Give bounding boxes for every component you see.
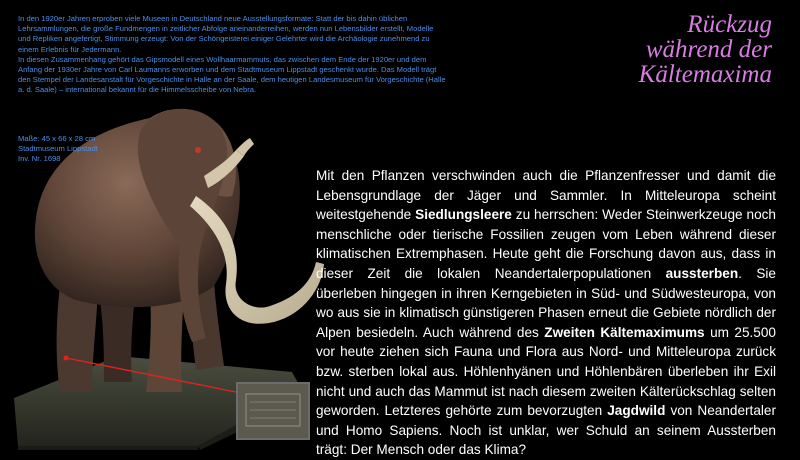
object-inventory: Inv. Nr. 1698 (18, 154, 61, 164)
stamp-closeup-image (236, 382, 310, 440)
object-dimensions: Maße: 45 x 66 x 28 cm (18, 134, 96, 143)
object-metadata (18, 134, 98, 165)
stamp-icon (238, 384, 308, 438)
body-text-1: Mit den Pflanzen verschwinden auch die Pflanzenfresser und damit die Lebensgrundlage der Jäger und Sammler. In Mitteleuropa scheint weitestgehende (316, 168, 776, 223)
keyword-zweiten-kaeltemaximums: Zweiten Kältemaximums (544, 324, 705, 340)
marker-dot (64, 356, 69, 361)
title-line-2: während der (645, 36, 772, 63)
body-text-4: um 25.500 vor heute ziehen sich Fauna und Flora aus Nord- und Mitteleuropa zurück bzw. sterben lokal aus. Höhlenhyänen und Höhlenbären überleben ihr Exil nicht und auch das Mammut ist nach diesem zweiten Kälterückschlag selten geworden. Letzteres gehörte zum bevorzugten (316, 324, 776, 419)
title-line-1: Rückzug (687, 11, 772, 38)
keyword-siedlungsleere: Siedlungsleere (415, 207, 512, 223)
keyword-aussterben: aussterben (665, 265, 739, 281)
info-paragraph-2: In diesen Zusammenhang gehört das Gipsmodell eines Wollhaarmammuts, das zwischen dem Ende der 1920er und dem Anfang der 1930er Jahre von Carl Laumanns erworben und dem Stadtmuseum Lippstadt geschenkt wurde. Das Modell trägt den Stempel der Landesanstalt für Vorgeschichte in Halle an der Saale, dem heutigen Landesmuseum für Vorgeschichte (Halle a. d. Saale) – international bekannt für die Himmelsscheibe von Nebra. (18, 54, 446, 95)
keyword-jagdwild: Jagdwild (607, 403, 666, 419)
object-museum: Stadtmuseum Lippstadt (18, 144, 98, 154)
info-paragraph-1: In den 1920er Jahren erproben viele Museen in Deutschland neue Ausstellungsformate: Statt der bis dahin üblichen Lehrsammlungen, die große Fundmengen in zeitlicher Abfolge aneinanderreihen, werden nun Lebensbilder erstellt, Modelle und Repliken angefertigt, Stimmung erzeugt: Von der Schöngeisterei einiger Gelehrter wird die Archäologie zunehmend zu einem Erlebnis für Jedermann. (18, 14, 434, 54)
body-text-5: von Neandertaler und Homo Sapiens. Noch ist unklar, wer Schuld an seinem Aussterben trägt: Der Mensch oder das Klima? (316, 403, 777, 458)
title-line-3: Kältemaxima (638, 61, 772, 88)
main-body-text (316, 166, 776, 460)
body-text-3: . Sie überleben hingegen in ihren Kerngebieten in Süd- und Südwesteuropa, von wo aus sie in klimatisch günstigeren Phasen erneut die Gebiete nördlich der Alpen besiedeln. Auch während des (316, 265, 776, 340)
exhibit-info-text (18, 14, 448, 96)
body-text-2: zu herrschen: Weder Steinwerkzeuge noch menschliche oder tierische Fossilien zeugen vom Leben während dieser klimatischen Extremphasen. Heute geht die Forschung davon aus, dass in dieser Zeit die lokalen Neandertalerpopulationen (316, 207, 776, 281)
page-title (572, 12, 772, 87)
